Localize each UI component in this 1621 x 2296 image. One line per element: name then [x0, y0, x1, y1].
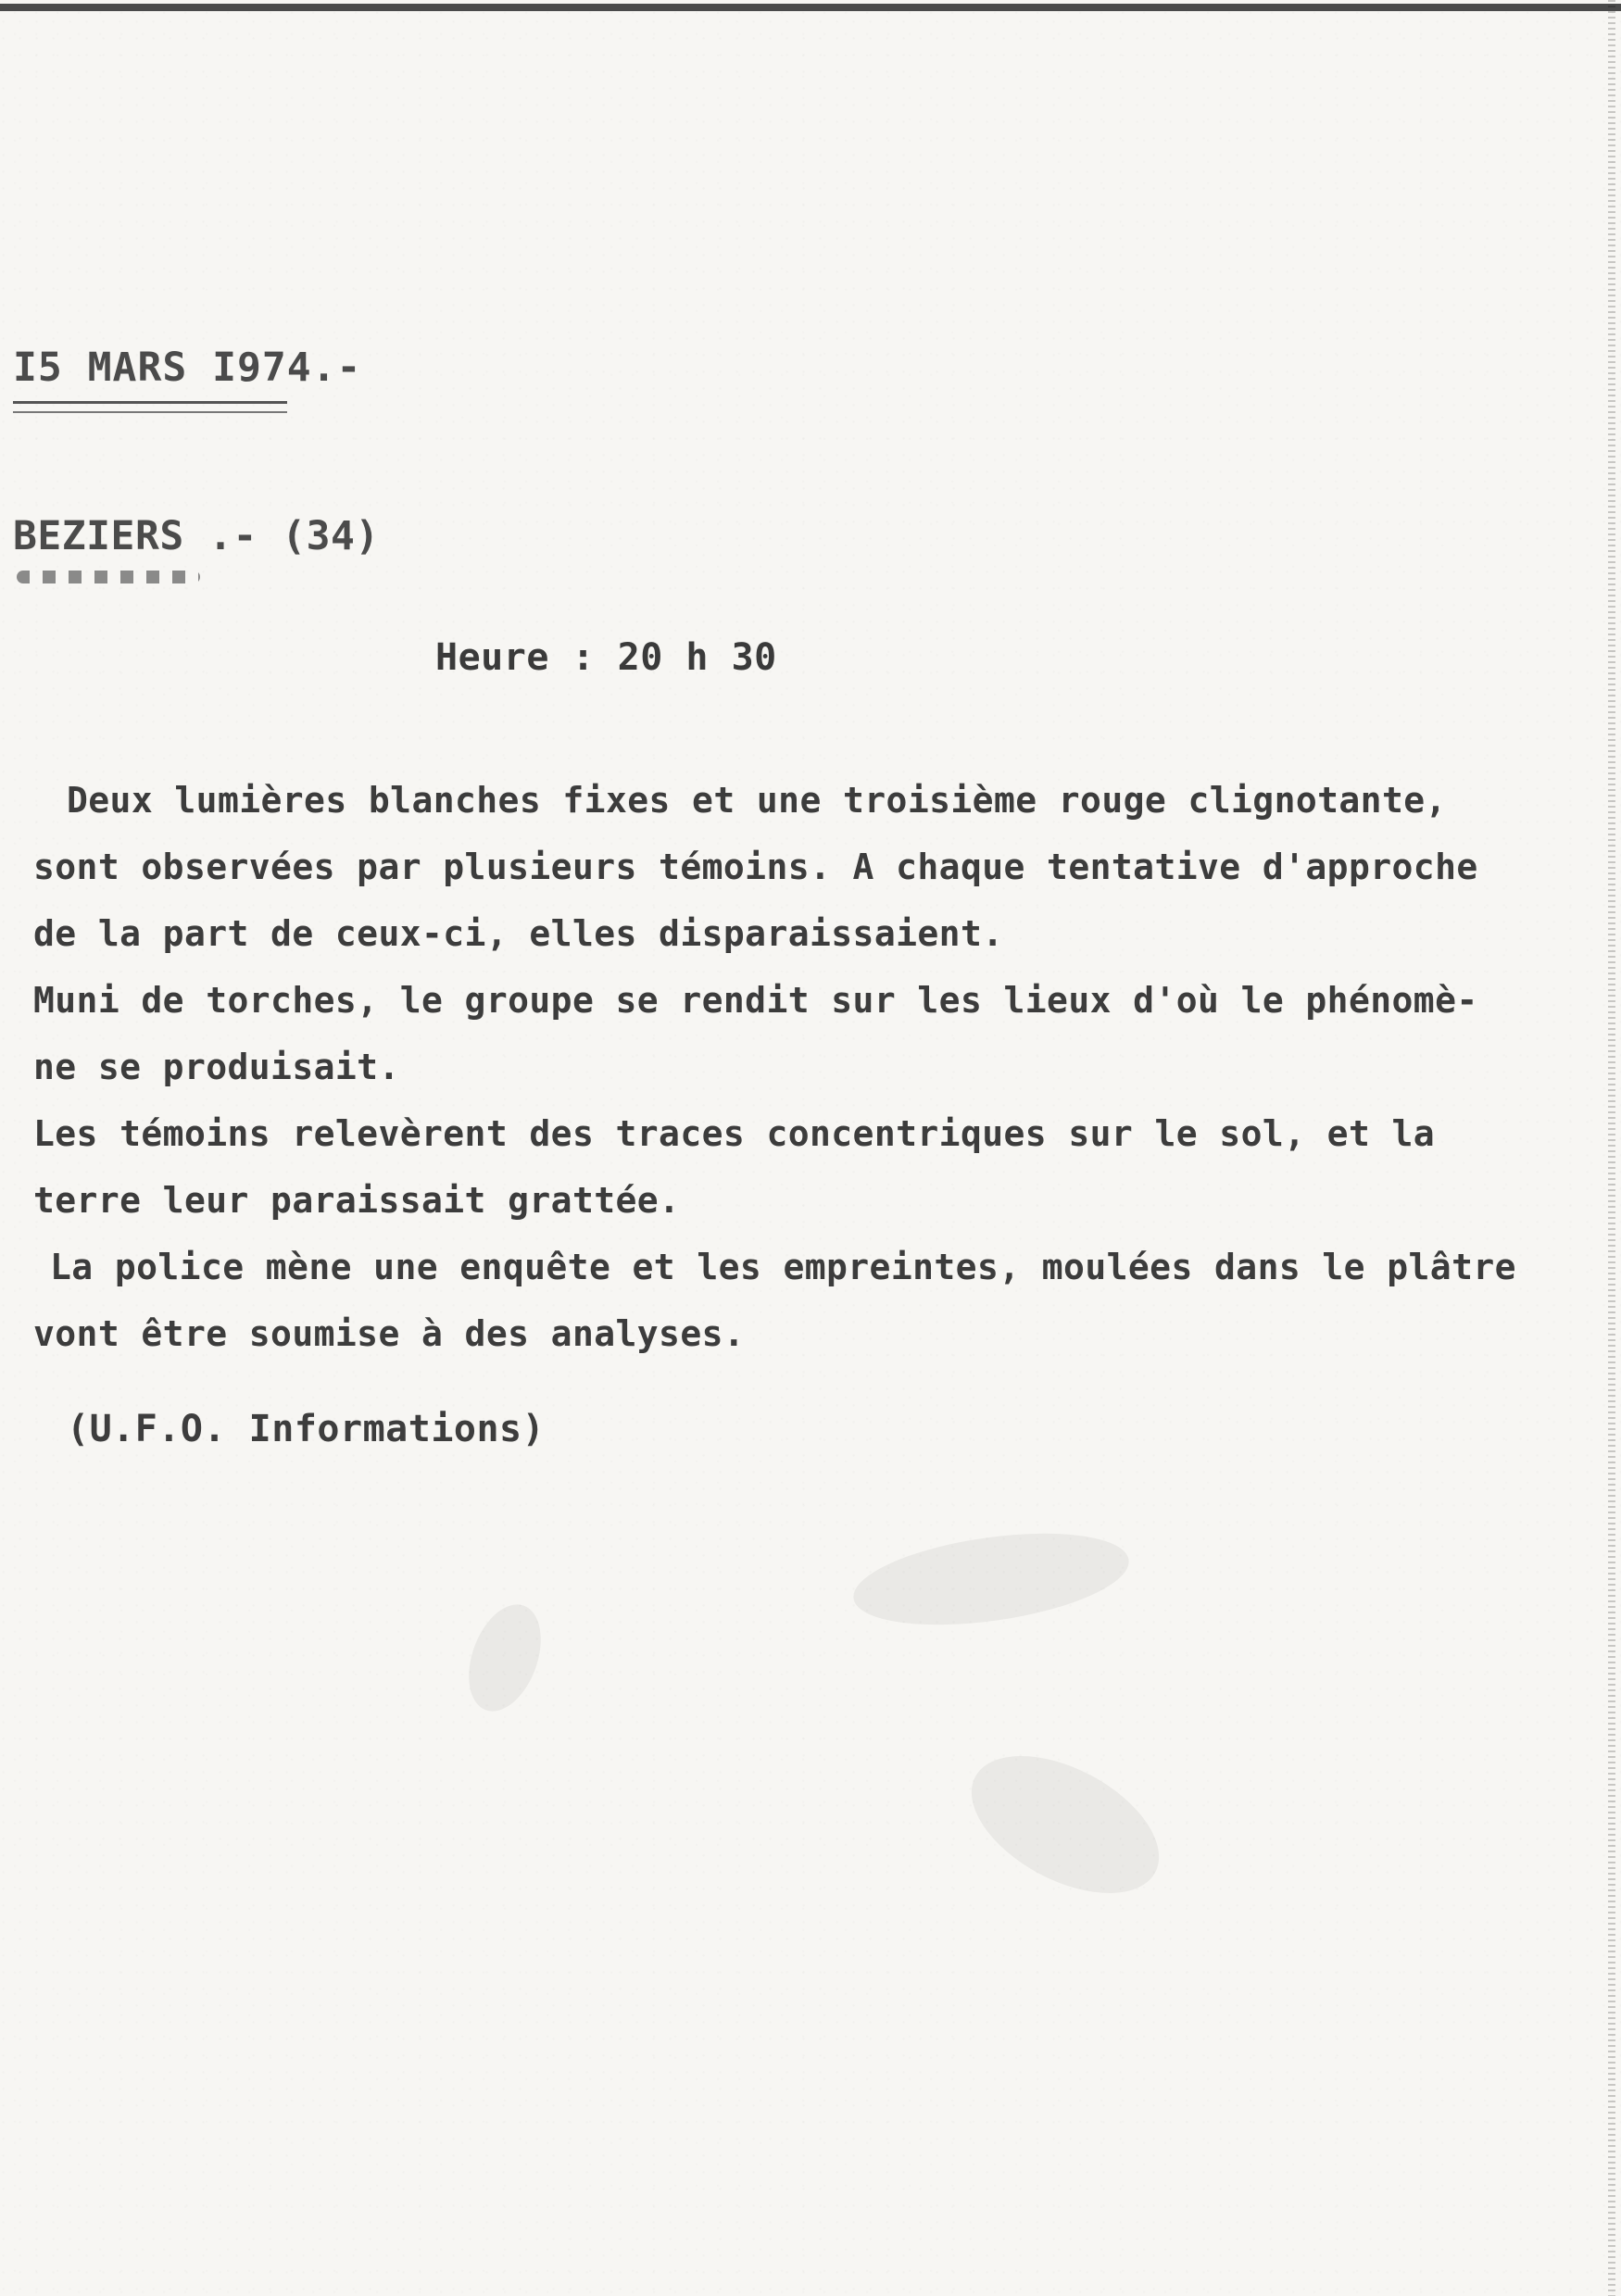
source-citation: (U.F.O. Informations): [67, 1408, 546, 1450]
top-border-line: [0, 4, 1621, 11]
body-line-1: Deux lumières blanches fixes et une troisième rouge clignotante,: [67, 780, 1447, 821]
body-line-5: ne se produisait.: [33, 1047, 400, 1087]
body-line-2: sont observées par plusieurs témoins. A chaque tentative d'approche: [33, 847, 1478, 887]
document-date: I5 MARS I974.-: [13, 345, 362, 391]
right-margin-dots: [1608, 0, 1615, 2296]
date-underline: [13, 401, 287, 413]
body-line-8: La police mène une enquête et les empreintes, moulées dans le plâtre: [50, 1247, 1516, 1287]
body-line-6: Les témoins relevèrent des traces concentriques sur le sol, et la: [33, 1113, 1436, 1154]
place-underline: [17, 571, 200, 583]
body-line-9: vont être soumise à des analyses.: [33, 1313, 746, 1354]
body-line-3: de la part de ceux-ci, elles disparaissaient.: [33, 913, 1004, 954]
document-place: BEZIERS .- (34): [13, 513, 380, 559]
body-line-4: Muni de torches, le groupe se rendit sur les lieux d'où le phénomè-: [33, 980, 1478, 1021]
event-time: Heure : 20 h 30: [435, 636, 777, 679]
body-line-7: terre leur paraissait grattée.: [33, 1180, 681, 1221]
